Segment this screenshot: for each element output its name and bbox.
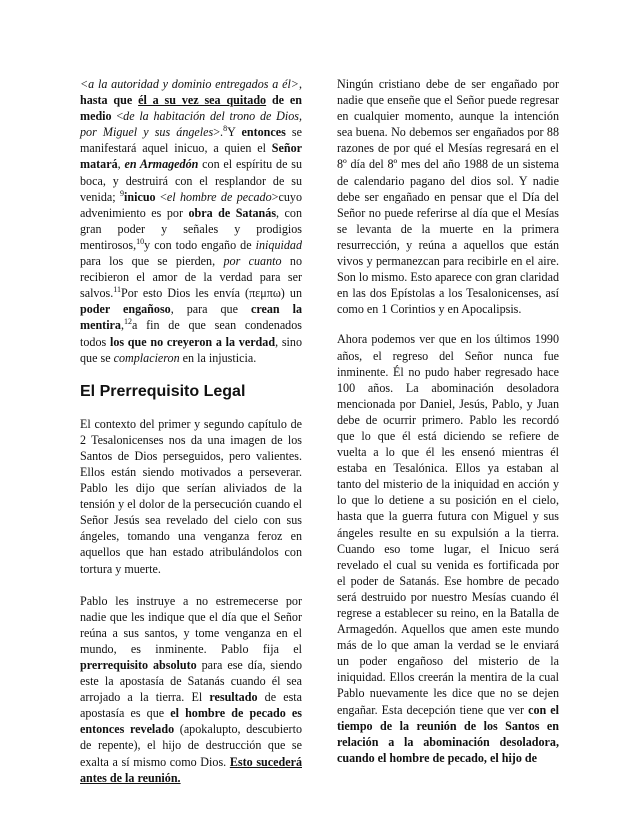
paragraph-context: El contexto del primer y segundo capítulo de 2 Tesalonicenses nos da una imagen de los Santos de Dios perseguidos, pero valientes. Ellos están siendo motivados a perseverar. Pablo les dijo que serían aliviados de la tensión y el dolor de la persecución cuando el Señor Jesús sea revelado del cielo con sus ángeles, tomando una venganza feroz en aquellos que han estado atribulándolos con tortura y muerte.	[80, 416, 302, 576]
paragraph-not-imminent: Ahora podemos ver que en los últimos 1990 años, el regreso del Señor nunca fue inminente. Él no pudo haber regresado hace 100 años. La abominación desoladora mencionada por Daniel, Jesús, Pablo, y Juan debe de ocurrir primero. Pablo les recordó que lo que él está diciendo se refiere de vuelta a lo que él les ensenó mientras él estaba en Tesalónica. Ellos ya estaban al tanto del misterio de la iniquidad en acción y lo que lo detiene a su posición en el cielo, hasta que la guerra futura con Miguel y sus ángeles resulte en su expulsión a la tierra. Cuando eso tome lugar, el Inicuo será revelado el cual su venida es fortificada por el poder de Satanás. Ese hombre de pecado será destruido por nuestro Mesías cuando él regrese a establecer su reino, en la Batalla de Armagedón. Aquellos que amen este mundo más de lo que aman la verdad se le enviará un poder engañoso del misterio de la iniquidad. Ellos creerán la mentira de la cual Pablo nuevamente les dice que no se dejen engañar. Esta decepción tiene que ver con el tiempo de la reunión de los Santos en relación a la abominación desoladora, cuando el hombre de pecado, el hijo de	[337, 332, 559, 765]
verse-number: 11	[113, 285, 121, 295]
verse-number: 8	[223, 124, 228, 134]
left-column	[80, 76, 302, 786]
paragraph-no-deception: Ningún cristiano debe de ser engañado por nadie que enseñe que el Señor puede regresar en cualquier momento, aunque la intención sea buena. No debemos ser engañados por 88 razones de por qué el Mesías regresará en el 8º día del 8º mes del año 1988 de un sistema de calendario pagano del dios sol. Y nadie debe ser engañado en pensar que el Día del Señor no puede referirse al día que el Mesías se levanta de la muerte en la primera resurrección, y reúna a aquellos que están vivos y permanezcan para recibirle en el aire. Son lo mismo. Esto aparece con gran claridad en las dos Epístolas a los Tesalonicenses, así como en 1 Corintios y en Apocalipsis.	[337, 77, 559, 317]
section-heading: El Prerrequisito Legal	[80, 382, 246, 400]
verse-number: 12	[124, 317, 133, 327]
verse-number: 10	[136, 236, 145, 246]
verse-number: 9	[120, 188, 125, 198]
right-column	[337, 76, 559, 766]
scripture-passage: <a la autoridad y dominio entregados a él>, hasta que él a su vez sea quitado de en medio <de la habitación del trono de Dios, por Miguel y sus ángeles>.$^8$Y entonces se manifestará aquel inicuo, a quien el Señor matará, en Armagedón con el espíritu de su boca, y destruirá con el resplandor de su venida; $^9$inicuo <el hombre de pecado>cuyo advenimiento es por obra de Satanás, con gran poder y señales y prodigios mentirosos,$^{10}$y con todo engaño de iniquidad para los que se pierden, por cuanto no recibieron el amor de la verdad para ser salvos.$^{11}$Por esto Dios les envía (πεμπω) un poder engañoso, para que crean la mentira,$^{12}$a fin de que sean condenados todos los que no creyeron a la verdad, sino que se complacieron en la injusticia.	[80, 77, 303, 365]
paragraph-prerequisite: Pablo les instruye a no estremecerse por nadie que les indique que el día que el Señor reúna a sus santos, y tome venganza en el mundo, es inminente. Pablo fija el prerrequisito absoluto para ese día, siendo este la apostasía de Satanás cuando él sea arrojado a la tierra. El resultado de esta apostasía es que el hombre de pecado es entonces revelado (apokalupto, descubierto de repente), el hijo de destrucción que se exalta a sí mismo como Dios. Esto sucederá antes de la reunión.	[80, 593, 302, 785]
